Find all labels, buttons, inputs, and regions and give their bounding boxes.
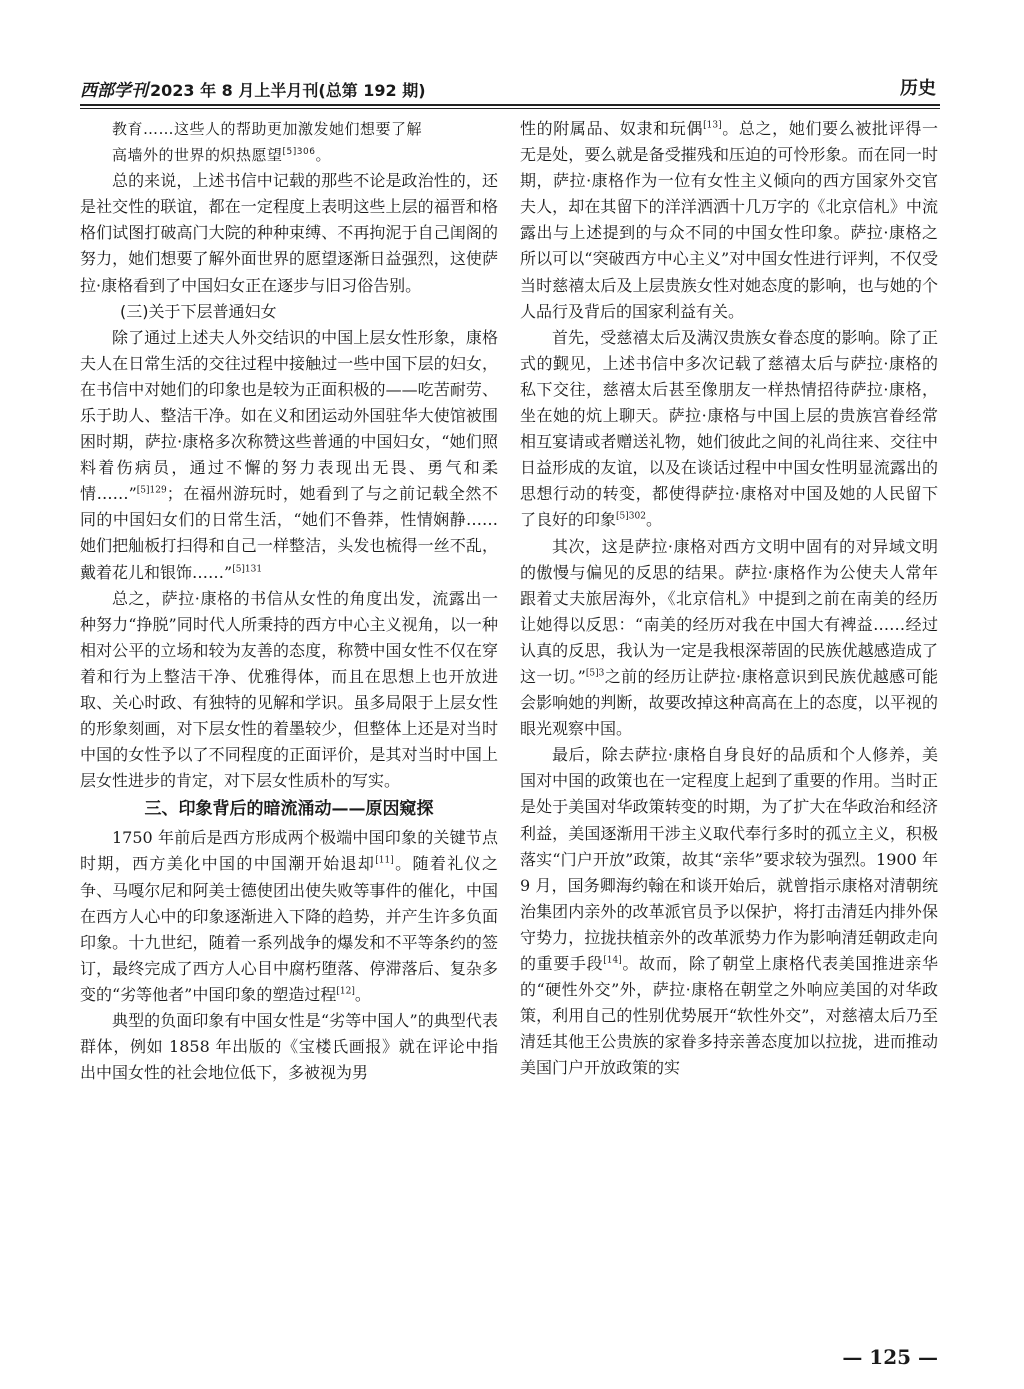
citation: [13] [703,120,722,131]
page-header [80,70,940,106]
block-quote-line-1: 教育……这些人的帮助更加激发她们想要了解 [112,120,423,138]
citation: [11] [375,856,394,867]
journal-logo: 西部学刊 [80,81,148,101]
paragraph: 性的附属品、奴隶和玩偶[13]。总之，她们要么被批评得一无是处，要么就是备受摧残和压迫的可怜形象。而在同一时期，萨拉·康格作为一位有女性主义倾向的西方国家外交官夫人，却在其留下的洋洋洒洒十几万字的《北京信札》中流露出与上述提到的与众不同的中国女性印象。萨拉·康格之所以可以“突破西方中心主义”对中国女性进行评判，不仅受当时慈禧太后及上层贵族女性对她态度的影响，也与她的个人品行及背后的国家利益有关。 [520,119,938,321]
header-rule-thin [80,108,940,109]
paragraph: 总之，萨拉·康格的书信从女性的角度出发，流露出一种努力“挣脱”同时代人所秉持的西方中心主义视角，以一种相对公平的立场和较为友善的态度，称赞中国女性不仅在穿着和行为上整洁干净、优雅得体，而且在思想上也开放进取、关心时政、有独特的见解和学识。虽多局限于上层女性的形象刻画，对下层女性的着墨较少，但整体上还是对当时中国的女性予以了不同程度的正面评价，是其对当时中国上层女性进步的肯定，对下层女性质朴的写实。 [80,588,498,791]
citation: [12] [336,986,355,997]
citation: [14] [603,955,622,966]
paragraph: 典型的负面印象有中国女性是“劣等中国人”的典型代表群体，例如 1858 年出版的《宝楼氏画报》就在评论中指出中国女性的社会地位低下，多被视为男 [80,1011,498,1083]
paragraph: 最后，除去萨拉·康格自身良好的品质和个人修养，美国对中国的政策也在一定程度上起到了重要的作用。当时正是处于美国对华政策转变的时期，为了扩大在华政治和经济利益，美国逐渐用干涉主义取代奉行多时的孤立主义，积极落实“门户开放”政策，故其“亲华”要求较为强烈。1900 年 9 月，国务卿海约翰在和谈开始后，就曾指示康格对清朝统治集团内亲外的改革派官员予以保护，将打击清廷内排外保守势力，拉拢扶植亲外的改革派势力作为影响清廷朝政走向的重要手段[14]。故而，除了朝堂上康格代表美国推进亲华的“硬性外交”外，萨拉·康格在朝堂之外响应美国的对华政策，利用自己的性别优势展开“软性外交”，对慈禧太后乃至清廷其他王公贵族的家眷多持亲善态度加以拉拢，进而推动美国门户开放政策的实 [520,745,938,1078]
right-column [520,116,938,1081]
citation: [5]131 [232,564,263,575]
section-heading: 三、印象背后的暗流涌动——原因窥探 [144,799,434,820]
block-quote-line-2: 高墙外的世界的炽热愿望$^{[5]306}$。 [112,146,331,165]
journal-issue-line [80,76,426,101]
citation: [5]3 [585,668,605,679]
paragraph: 除了通过上述夫人外交结识的中国上层女性形象，康格夫人在日常生活的交往过程中接触过一些中国下层的妇女，在书信中对她们的印象也是较为正面积极的——吃苦耐劳、乐于助人、整洁干净。如在义和团运动外国驻华大使馆被围困时期，萨拉·康格多次称赞这些普通的中国妇女，“她们照料着伤病员，通过不懈的努力表现出无畏、勇气和柔情……”$^{[5]129}$；在福州游玩时，她看到了与之前记载全然不同的中国妇女们的日常生活，“她们不鲁莽，性情娴静……她们把舢板打扫得和自己一样整洁，头发也梳得一丝不乱，戴着花儿和银饰……”$^{[5]131}$ [80,327,498,582]
header-rule-thick [80,104,940,106]
paragraph: 其次，这是萨拉·康格对西方文明中固有的对异域文明的傲慢与偏见的反思的结果。萨拉·康格作为公使夫人常年跟着丈夫旅居海外，《北京信札》中提到之前在南美的经历让她得以反思：“南美的经历对我在中国大有裨益……经过认真的反思，我认为一定是我根深蒂固的民族优越感造成了这一切。”$^{[5]3}$之前的经历让萨拉·康格意识到民族优越感可能会影响她的判断，故要改掉这种高高在上的态度，以平视的眼光观察中国。 [520,536,938,739]
section-label: 历史 [900,78,936,99]
paragraph: 1750 年前后是西方形成两个极端中国印象的关键节点时期，西方美化中国的中国潮开始退却[11]。随着礼仪之争、马嘎尔尼和阿美士德使团出使失败等事件的催化，中国在西方人心中的印象逐渐进入下降的趋势，并产生许多负面印象。十九世纪，随着一系列战争的爆发和不平等条约的签订，最终完成了西方人心目中腐朽堕落、停滞落后、复杂多变的“劣等他者”中国印象的塑造过程[12]。 [80,828,498,1004]
citation: [5]302 [616,512,646,523]
issue-info: 2023 年 8 月上半月刊(总第 192 期) [150,81,426,100]
left-column [80,116,498,1086]
paragraph: 总的来说，上述书信中记载的那些不论是政治性的，还是社交性的联谊，都在一定程度上表明这些上层的福晋和格格们试图打破高门大院的种种束缚、不再拘泥于自己闺阁的努力，她们想要了解外面世界的愿望逐渐日益强烈，这使萨拉·康格看到了中国妇女正在逐步与旧习俗告别。 [80,171,498,295]
subsection-heading: (三)关于下层普通妇女 [120,301,277,321]
paragraph: 首先，受慈禧太后及满汉贵族女眷态度的影响。除了正式的觐见，上述书信中多次记载了慈禧太后与萨拉·康格的私下交往，慈禧太后甚至像朋友一样热情招待萨拉·康格，坐在她的炕上聊天。萨拉·康格与中国上层的贵族宫眷经常相互宴请或者赠送礼物，她们彼此之间的礼尚往来、交往中日益形成的友谊，以及在谈话过程中中国女性明显流露出的思想行动的转变，都使得萨拉·康格对中国及她的人民留下了良好的印象$^{[5]302}$。 [520,327,938,530]
citation: [5]306 [282,147,316,158]
citation: [5]129 [136,485,167,496]
page-number: — 125 — [842,1345,938,1369]
